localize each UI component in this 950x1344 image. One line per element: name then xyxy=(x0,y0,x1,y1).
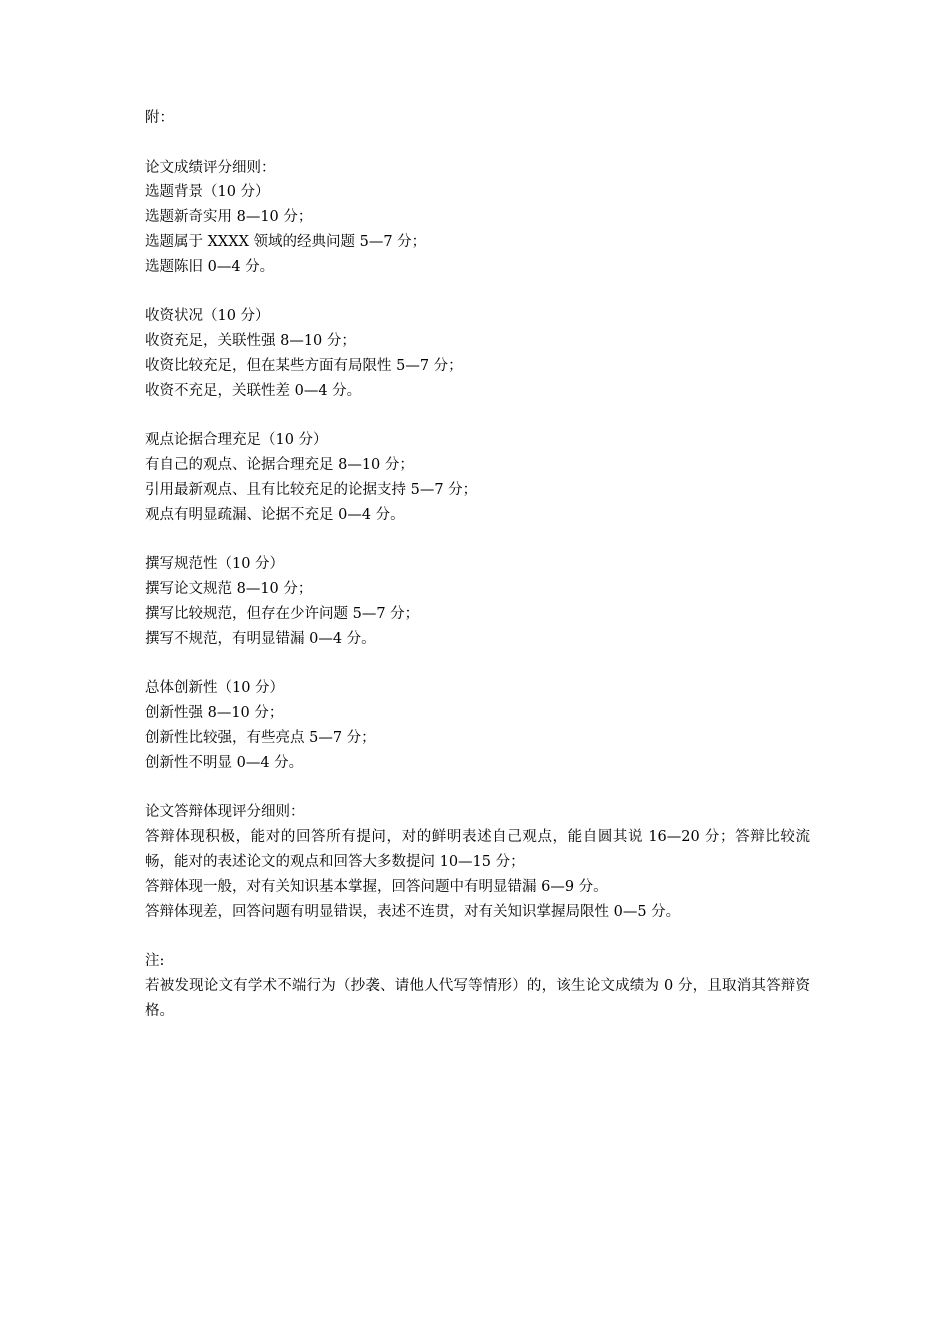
spacer xyxy=(145,280,810,305)
spacer xyxy=(145,776,810,801)
defense-line: 答辩体现差，回答问题有明显错误，表述不连贯，对有关知识掌握局限性 0—5 分。 xyxy=(145,903,681,920)
defense-line: 答辩体现一般，对有关知识基本掌握，回答问题中有明显错漏 6—9 分。 xyxy=(145,878,608,895)
criterion-level: 撰写论文规范 8—10 分； xyxy=(145,581,313,598)
criterion-level: 创新性比较强，有些亮点 5—7 分； xyxy=(145,729,376,746)
criterion-level: 选题陈旧 0—4 分。 xyxy=(145,258,275,275)
spacer xyxy=(145,924,810,949)
criterion-heading-writing: 撰写规范性（10 分） xyxy=(145,556,285,573)
document-body xyxy=(145,106,810,1023)
criterion-level: 引用最新观点、且有比较充足的论据支持 5—7 分； xyxy=(145,481,478,498)
note-label: 注: xyxy=(145,953,165,970)
criterion-heading-materials: 收资状况（10 分） xyxy=(145,308,270,325)
criterion-level: 创新性强 8—10 分； xyxy=(145,705,284,722)
criterion-level: 收资充足，关联性强 8—10 分； xyxy=(145,333,356,350)
thesis-section-title: 论文成绩评分细则： xyxy=(145,159,276,176)
defense-paragraph: 答辩体现积极，能对的回答所有提问，对的鲜明表述自己观点，能自圆其说 16—20 分；答辩比较流畅，能对的表述论文的观点和回答大多数提问 10—15 分； xyxy=(145,829,810,870)
criterion-level: 撰写不规范，有明显错漏 0—4 分。 xyxy=(145,630,376,647)
spacer xyxy=(145,652,810,677)
criterion-heading-arguments: 观点论据合理充足（10 分） xyxy=(145,432,328,449)
criterion-level: 收资比较充足，但在某些方面有局限性 5—7 分； xyxy=(145,357,463,374)
defense-section-title: 论文答辩体现评分细则： xyxy=(145,804,305,821)
criterion-level: 收资不充足，关联性差 0—4 分。 xyxy=(145,382,362,399)
criterion-level: 观点有明显疏漏、论据不充足 0—4 分。 xyxy=(145,506,405,523)
criterion-level: 创新性不明显 0—4 分。 xyxy=(145,754,304,771)
criterion-level: 选题新奇实用 8—10 分； xyxy=(145,209,313,226)
criterion-level: 撰写比较规范，但存在少许问题 5—7 分； xyxy=(145,605,420,622)
spacer xyxy=(145,404,810,429)
spacer xyxy=(145,131,810,156)
criterion-level: 选题属于 XXXX 领域的经典问题 5—7 分； xyxy=(145,233,427,250)
criterion-level: 有自己的观点、论据合理充足 8—10 分； xyxy=(145,457,414,474)
criterion-heading-innovation: 总体创新性（10 分） xyxy=(145,680,285,697)
appendix-label: 附： xyxy=(145,110,174,126)
criterion-heading-topic: 选题背景（10 分） xyxy=(145,184,270,201)
note-text: 若被发现论文有学术不端行为（抄袭、请他人代写等情形）的，该生论文成绩为 0 分，且取消其答辩资格。 xyxy=(145,977,810,1019)
spacer xyxy=(145,528,810,553)
